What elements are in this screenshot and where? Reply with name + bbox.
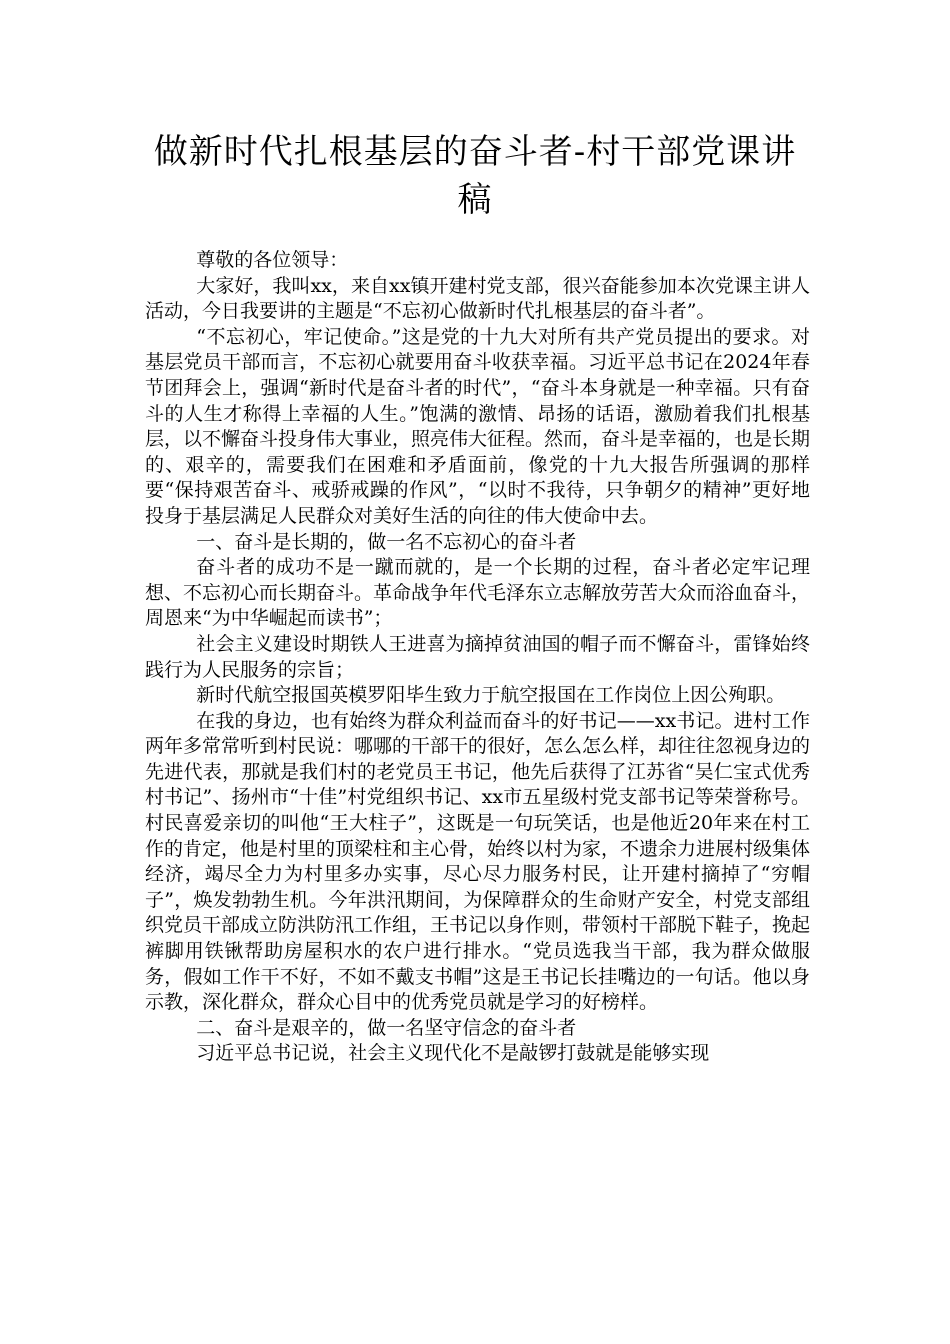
section-heading-1: 一、奋斗是长期的，做一名不忘初心的奋斗者 — [196, 530, 577, 553]
body-paragraph: 奋斗者的成功不是一蹴而就的，是一个长期的过程，奋斗者必定牢记理想、不忘初心而长期奋斗。革命战争年代毛泽东立志解放劳苦大众而浴血奋斗，周恩来“为中华崛起而读书”； — [145, 556, 811, 630]
section-heading-2: 二、奋斗是艰辛的，做一名坚守信念的奋斗者 — [196, 1016, 577, 1039]
intro-paragraph: 大家好，我叫xx，来自xx镇开建村党支部，很兴奋能参加本次党课主讲人活动，今日我要讲的主题是“不忘初心做新时代扎根基层的奋斗者”。 — [145, 274, 810, 323]
document-title: 做新时代扎根基层的奋斗者-村干部党课讲稿 — [153, 132, 797, 220]
body-paragraph: 习近平总书记说，社会主义现代化不是敲锣打鼓就是能够实现 — [196, 1042, 710, 1065]
body-paragraph: 社会主义建设时期铁人王进喜为摘掉贫油国的帽子而不懈奋斗，雷锋始终践行为人民服务的宗旨； — [145, 632, 810, 681]
body-paragraph: “不忘初心，牢记使命。”这是党的十九大对所有共产党员提出的要求。对基层党员干部而言，不忘初心就要用奋斗收获幸福。习近平总书记在2024年春节团拜会上，强调“新时代是奋斗者的时代”，“奋斗本身就是一种幸福。只有奋斗的人生才称得上幸福的人生。”饱满的激情、昂扬的话语，激励着我们扎根基层，以不懈奋斗投身伟大事业，照亮伟大征程。然而，奋斗是幸福的，也是长期的、艰辛的，需要我们在困难和矛盾面前，像党的十九大报告所强调的那样要“保持艰苦奋斗、戒骄戒躁的作风”，“以时不我待，只争朝夕的精神”更好地投身于基层满足人民群众对美好生活的向往的伟大使命中去。 — [145, 325, 811, 527]
salutation-paragraph: 尊敬的各位领导： — [196, 249, 349, 271]
body-paragraph: 新时代航空报国英模罗阳毕生致力于航空报国在工作岗位上因公殉职。 — [196, 684, 786, 707]
document-body — [145, 248, 810, 1067]
body-paragraph: 在我的身边，也有始终为群众利益而奋斗的好书记——xx书记。进村工作两年多常常听到村民说：哪哪的干部干的很好，怎么怎么样，却往往忽视身边的先进代表，那就是我们村的老党员王书记，他先后获得了江苏省“吴仁宝式优秀村书记”、扬州市“十佳”村党组织书记、xx市五星级村党支部书记等荣誉称号。村民喜爱亲切的叫他“王大柱子”，这既是一句玩笑话，也是他近20年来在村工作的肯定，他是村里的顶梁柱和主心骨，始终以村为家，不遗余力进展村级集体经济，竭尽全力为村里多办实事，尽心尽力服务村民，让开建村摘掉了“穷帽子”，焕发勃勃生机。今年洪汛期间，为保障群众的生命财产安全，村党支部组织党员干部成立防洪防汛工作组，王书记以身作则，带领村干部脱下鞋子，挽起裤脚用铁锹帮助房屋积水的农户进行排水。“党员选我当干部，我为群众做服务，假如工作干不好，不如不戴支书帽”这是王书记长挂嘴边的一句话。他以身示教，深化群众，群众心目中的优秀党员就是学习的好榜样。 — [145, 709, 811, 1014]
